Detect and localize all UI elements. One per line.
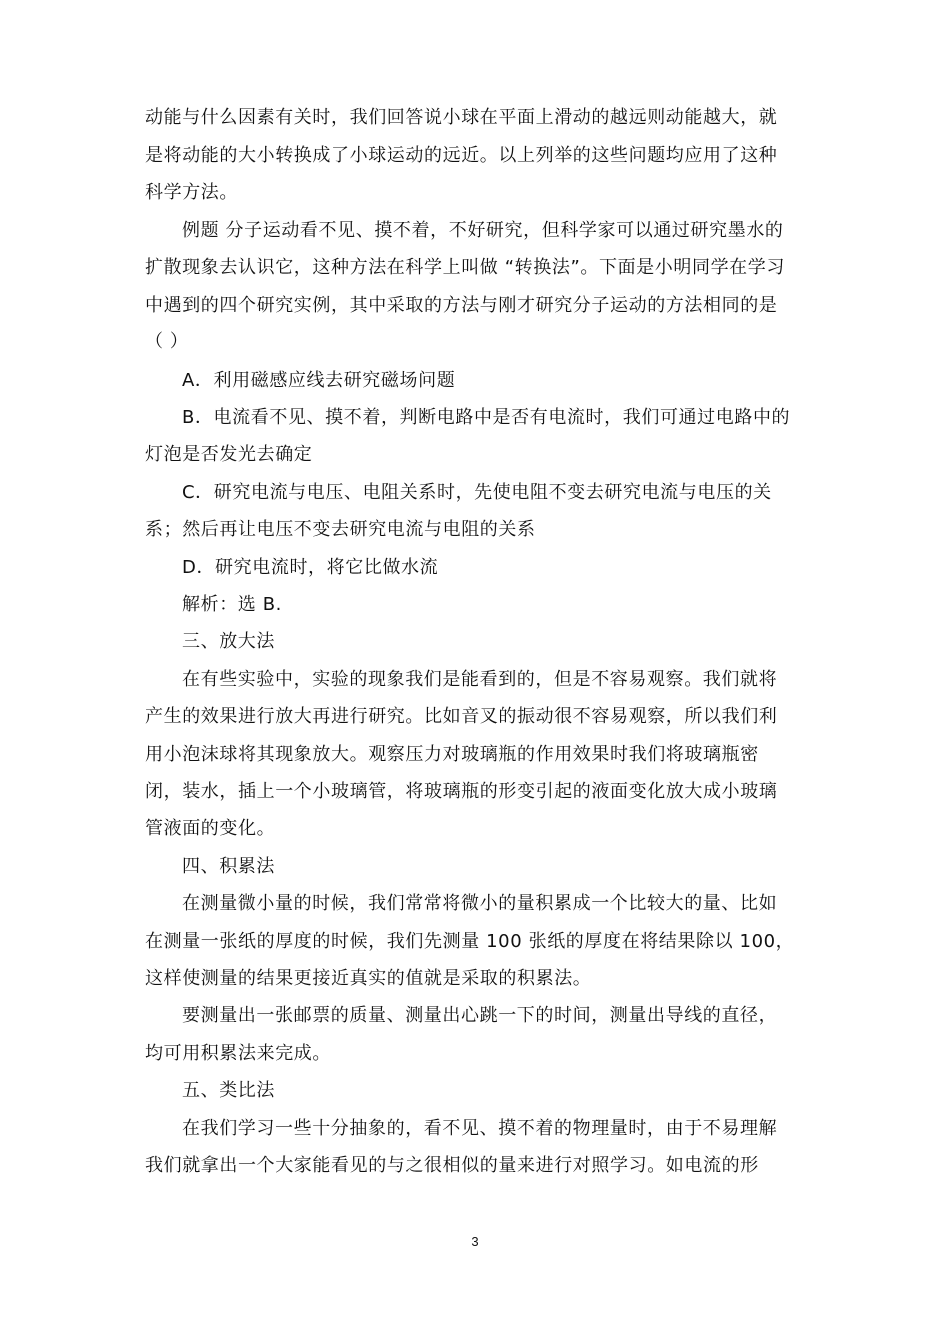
text-line: 在我们学习一些十分抽象的，看不见、摸不着的物理量时，由于不易理解 <box>182 1118 778 1139</box>
option-a: A．利用磁感应线去研究磁场问题 <box>182 370 456 391</box>
option-d: D．研究电流时，将它比做水流 <box>182 557 439 578</box>
answer-blank: （ ） <box>145 331 189 352</box>
section-heading: 三、放大法 <box>182 631 275 652</box>
example-line: 例题 分子运动看不见、摸不着，不好研究，但科学家可以通过研究墨水的 <box>182 220 784 241</box>
text-line: 闭，装水，插上一个小玻璃管，将玻璃瓶的形变引起的液面变化放大成小玻璃 <box>145 781 778 802</box>
text-line: 要测量出一张邮票的质量、测量出心跳一下的时间，测量出导线的直径， <box>182 1005 778 1026</box>
text-line: 产生的效果进行放大再进行研究。比如音叉的振动很不容易观察，所以我们利 <box>145 706 778 727</box>
text-line: 在有些实验中，实验的现象我们是能看到的，但是不容易观察。我们就将 <box>182 669 778 690</box>
text-line: 在测量一张纸的厚度的时候，我们先测量 100 张纸的厚度在将结果除以 100， <box>145 931 795 952</box>
option-b: B．电流看不见、摸不着，判断电路中是否有电流时，我们可通过电路中的 <box>182 407 791 428</box>
text-line: 灯泡是否发光去确定 <box>145 444 313 465</box>
text-line: 动能与什么因素有关时，我们回答说小球在平面上滑动的越远则动能越大，就 <box>145 107 778 128</box>
text-line: 在测量微小量的时候，我们常常将微小的量积累成一个比较大的量、比如 <box>182 893 778 914</box>
text-line: 科学方法。 <box>145 182 238 203</box>
text-line: 是将动能的大小转换成了小球运动的远近。以上列举的这些问题均应用了这种 <box>145 145 778 166</box>
text-line: 均可用积累法来完成。 <box>145 1043 331 1064</box>
text-line: 中遇到的四个研究实例，其中采取的方法与刚才研究分子运动的方法相同的是 <box>145 295 778 316</box>
text-line: 我们就拿出一个大家能看见的与之很相似的量来进行对照学习。如电流的形 <box>145 1155 759 1176</box>
solution-line: 解析：选 B. <box>182 594 282 615</box>
section-heading: 四、积累法 <box>182 856 275 877</box>
text-line: 管液面的变化。 <box>145 818 276 839</box>
text-line: 这样使测量的结果更接近真实的值就是采取的积累法。 <box>145 968 592 989</box>
option-c: C．研究电流与电压、电阻关系时，先使电阻不变去研究电流与电压的关 <box>182 482 772 503</box>
section-heading: 五、类比法 <box>182 1080 275 1101</box>
text-line: 扩散现象去认识它，这种方法在科学上叫做 “转换法”。下面是小明同学在学习 <box>145 257 785 278</box>
page-number: 3 <box>471 1234 479 1249</box>
text-line: 系；然后再让电压不变去研究电流与电阻的关系 <box>145 519 536 540</box>
text-line: 用小泡沫球将其现象放大。观察压力对玻璃瓶的作用效果时我们将玻璃瓶密 <box>145 744 759 765</box>
